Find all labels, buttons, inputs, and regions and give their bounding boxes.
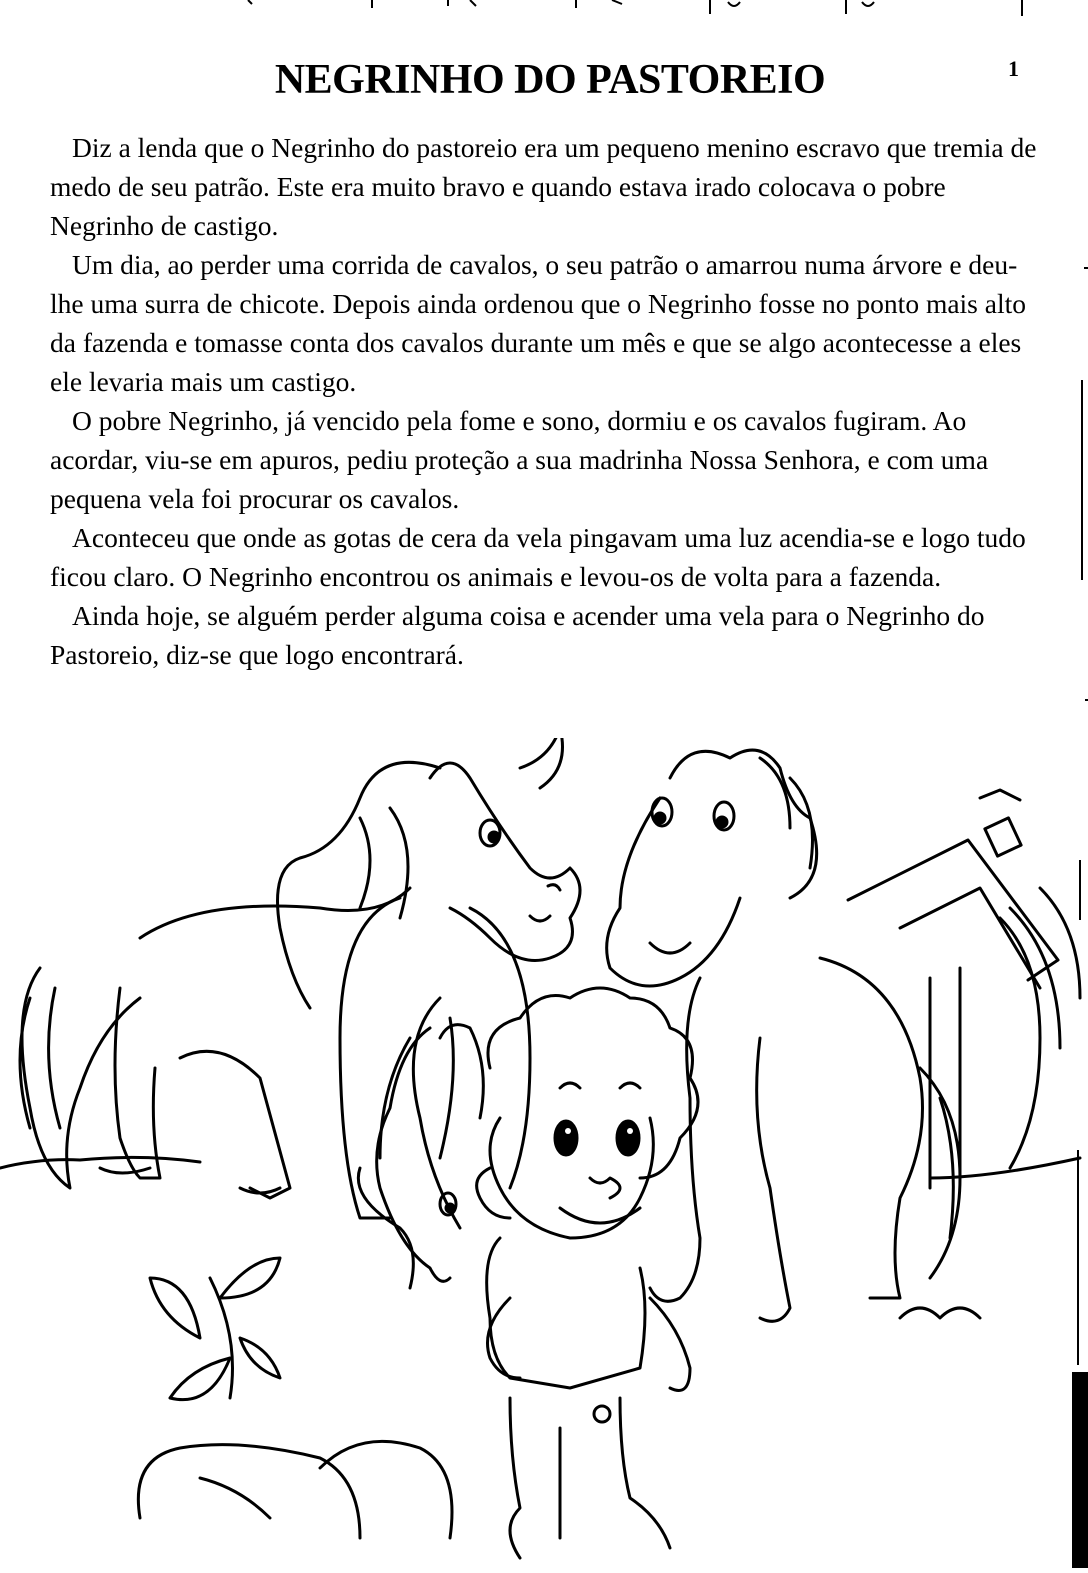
scan-top-edge-marks <box>0 0 1088 20</box>
left-horse-drawing <box>20 888 410 1198</box>
story-paragraph: Um dia, ao perder uma corrida de cavalos, o seu patrão o amarrou numa árvore e deu-lhe uma surra de chicote. Depois ainda ordenou que o Negrinho fosse no ponto mais alto da fazenda e tomasse conta dos cavalos durante um mês e que se algo acontecesse a eles ele levaria mais um castigo. <box>50 249 1026 397</box>
ranch-house-drawing <box>848 790 1080 1188</box>
page-number: 1 <box>1008 56 1019 81</box>
boy-drawing <box>477 988 698 1558</box>
story-paragraph: Aconteceu que onde as gotas de cera da vela pingavam uma luz acendia-se e logo tudo ficou claro. O Negrinho encontrou os animais e levou-os de volta para a fazenda. <box>50 522 1026 592</box>
illustration-svg <box>0 738 1088 1568</box>
boy-body <box>487 1238 645 1388</box>
story-paragraph: Ainda hoje, se alguém perder alguma coisa e acender uma vela para o Negrinho do Pastoreio, diz-se que logo encontrará. <box>50 600 985 670</box>
boy-hair <box>488 988 698 1178</box>
right-horse-drawing <box>607 750 960 1321</box>
page-title: NEGRINHO DO PASTOREIO <box>274 57 826 103</box>
story-paragraph: O pobre Negrinho, já vencido pela fome e sono, dormiu e os cavalos fugiram. Ao acordar, viu-se em apuros, pediu proteção a sua madrinha Nossa Senhora, e com uma pequena vela foi procurar os cavalos. <box>50 405 989 514</box>
ground-line <box>0 1157 1080 1178</box>
grazing-horse-drawing <box>377 1025 484 1282</box>
story-paragraph: Diz a lenda que o Negrinho do pastoreio era um pequeno menino escravo que tremia de medo de seu patrão. Este era muito bravo e quando estava irado colocava o pobre Negrinho de castigo. <box>50 132 1037 241</box>
coloring-illustration <box>0 738 1088 1568</box>
story-text <box>50 128 1040 674</box>
front-horse-drawing <box>340 898 530 1288</box>
boy-legs <box>510 1398 670 1558</box>
left-horse-head-drawing <box>278 738 581 1008</box>
